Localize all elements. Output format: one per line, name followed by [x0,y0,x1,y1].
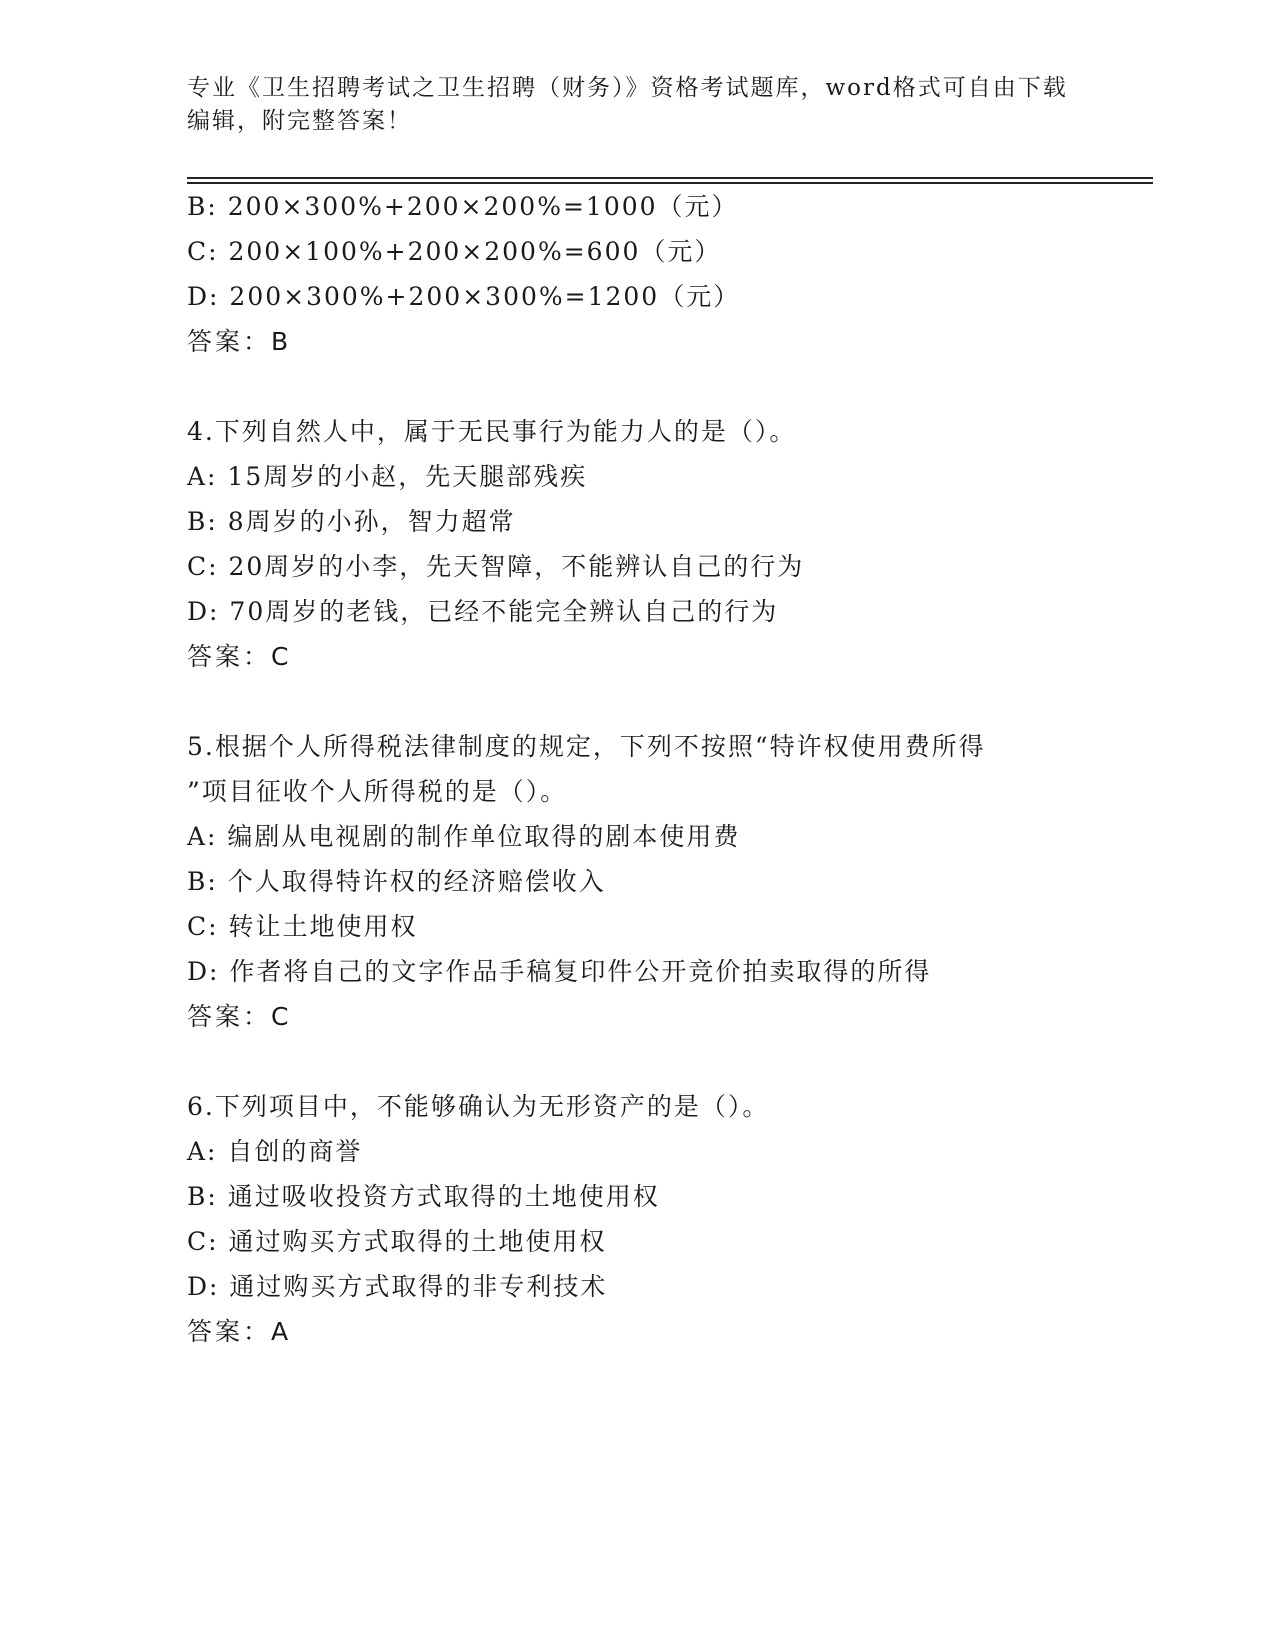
q4-option-b: B: 8周岁的小孙，智力超常 [187,507,516,536]
q6-option-c: C: 通过购买方式取得的土地使用权 [187,1227,607,1256]
q3-answer: 答案：B [187,327,292,356]
q4-option-d: D: 70周岁的老钱，已经不能完全辨认自己的行为 [187,597,779,626]
q5-question-line-1: 5.根据个人所得税法律制度的规定，下列不按照“特许权使用费所得 [187,732,986,761]
q3-option-d: D: 200×300%+200×300%=1200（元） [187,282,741,311]
q3-option-c: C: 200×100%+200×200%=600（元） [187,237,722,266]
q4-option-c: C: 20周岁的小李，先天智障，不能辨认自己的行为 [187,552,805,581]
q5-option-b: B: 个人取得特许权的经济赔偿收入 [187,867,606,896]
header-divider-bottom [187,182,1153,184]
header-line-2: 编辑，附完整答案！ [187,108,412,134]
q5-answer: 答案：C [187,1002,292,1031]
header-divider-top [187,177,1153,179]
q4-question: 4.下列自然人中，属于无民事行为能力人的是（）。 [187,417,797,446]
q5-question-line-2: ”项目征收个人所得税的是（）。 [187,777,568,806]
q5-option-a: A: 编剧从电视剧的制作单位取得的剧本使用费 [187,822,741,851]
document-header [187,72,1087,138]
q6-answer: 答案：A [187,1317,292,1346]
q6-option-d: D: 通过购买方式取得的非专利技术 [187,1272,608,1301]
q3-option-b: B: 200×300%+200×200%=1000（元） [187,192,739,221]
q5-option-d: D: 作者将自己的文字作品手稿复印件公开竞价拍卖取得的所得 [187,957,932,986]
q5-option-c: C: 转让土地使用权 [187,912,418,941]
q4-option-a: A: 15周岁的小赵，先天腿部残疾 [187,462,588,491]
header-line-1: 专业《卫生招聘考试之卫生招聘（财务）》资格考试题库，word格式可自由下载 [187,75,1068,101]
q6-question: 6.下列项目中，不能够确认为无形资产的是（）。 [187,1092,770,1121]
q4-answer: 答案：C [187,642,292,671]
q6-option-a: A: 自创的商誉 [187,1137,363,1166]
q6-option-b: B: 通过吸收投资方式取得的土地使用权 [187,1182,660,1211]
